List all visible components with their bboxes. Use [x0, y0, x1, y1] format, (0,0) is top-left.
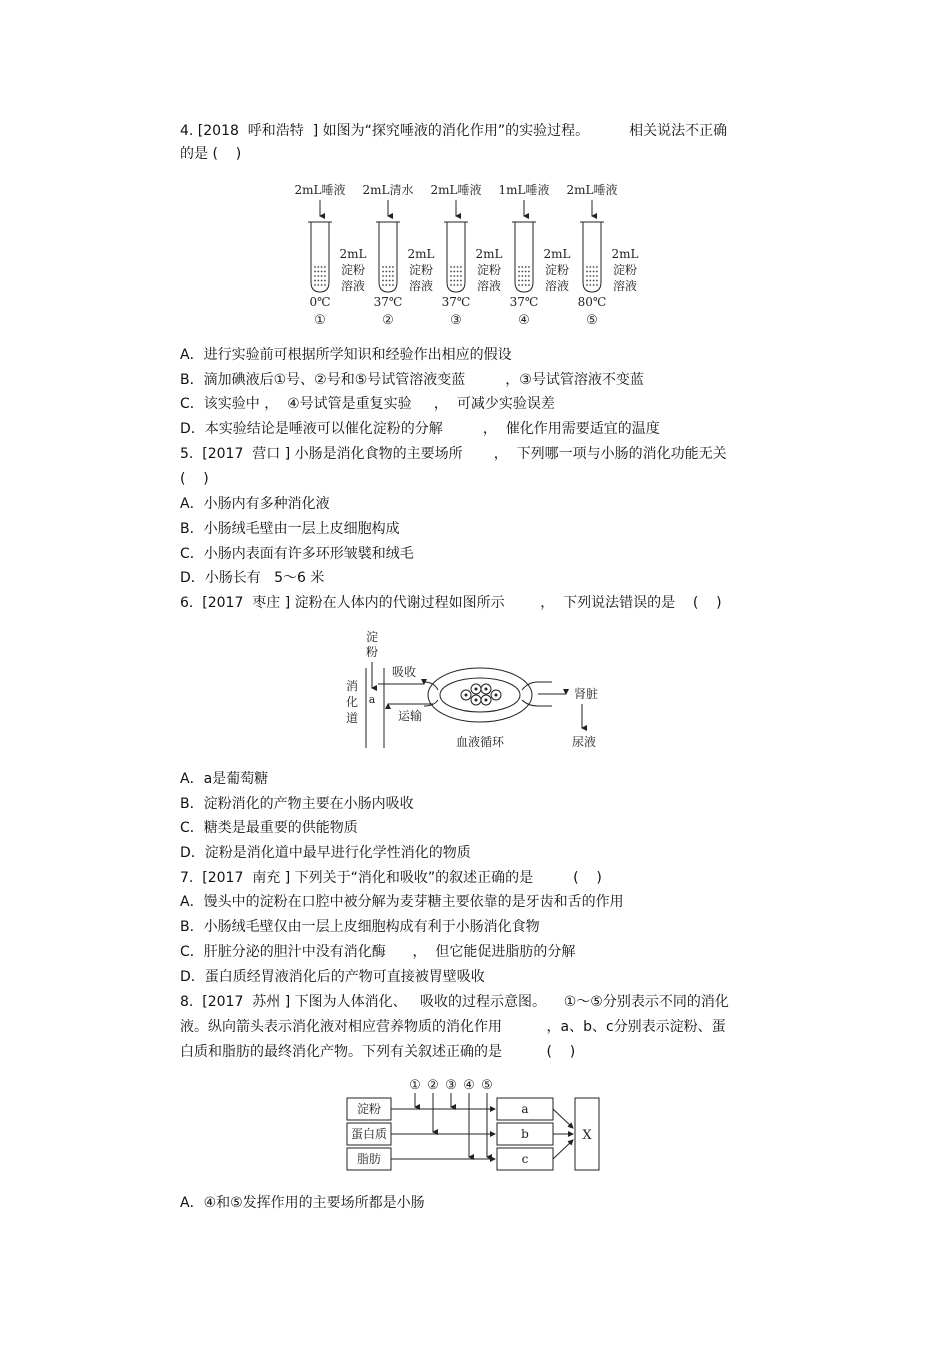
- q5-option-d: D．小肠长有 5～6 米: [180, 570, 325, 586]
- q5-option-a: A．小肠内有多种消化液: [180, 496, 330, 512]
- q4-tube-glass: [583, 222, 601, 292]
- q5-stem-line2: ( ): [180, 471, 209, 487]
- q4-tube-side-label: 2mL: [543, 247, 571, 261]
- q8-x-arrow-1: [553, 1109, 573, 1128]
- q4-tube-side-label: 淀粉: [544, 263, 570, 277]
- q8-juice-num-3: ③: [445, 1078, 457, 1093]
- q6-label-urine: 尿液: [571, 735, 597, 749]
- q4-tube-side-label: 溶液: [612, 279, 638, 293]
- q8-row-starch: 淀粉: [356, 1102, 382, 1116]
- q4-option-b: B．滴加碘液后①号、②号和⑤号试管溶液变蓝 ，③号试管溶液不变蓝: [180, 372, 644, 388]
- q7-option-a: A．馒头中的淀粉在口腔中被分解为麦芽糖主要依靠的是牙齿和舌的作用: [180, 894, 624, 910]
- q6-circulation-outer: [428, 668, 532, 722]
- q4-tube-num: ①: [314, 313, 326, 328]
- q4-tube-temp: 0℃: [309, 295, 331, 309]
- q4-tube-side-label: 2mL: [475, 247, 503, 261]
- q7-option-d: D．蛋白质经胃液消化后的产物可直接被胃壁吸收: [180, 969, 485, 985]
- q4-option-d: D．本实验结论是唾液可以催化淀粉的分解 ， 催化作用需要适宜的温度: [180, 421, 660, 437]
- q8-product-c: c: [521, 1152, 529, 1166]
- q7-stem: 7. [2017 南充 ] 下列关于“消化和吸收”的叙述正确的是 ( ): [180, 870, 602, 886]
- q4-option-c: C．该实验中 ， ④号试管是重复实验 ， 可减少实验误差: [180, 396, 555, 412]
- q4-tube-side-label: 溶液: [544, 279, 570, 293]
- q6-label-absorb: 吸收: [391, 665, 417, 679]
- q4-tube-glass: [447, 222, 465, 292]
- q4-tube-num: ②: [382, 313, 394, 328]
- q7-option-c: C．肝脏分泌的胆汁中没有消化酶 ， 但它能促进脂肪的分解: [180, 944, 576, 960]
- q8-juice-num-4: ④: [463, 1078, 475, 1093]
- q4-tube-glass: [311, 222, 329, 292]
- q4-tube-liquid: [382, 266, 394, 286]
- q4-tube-top-label: 2mL唾液: [430, 183, 482, 197]
- q8-row-fat: 脂肪: [356, 1152, 382, 1166]
- q6-circulation-inner: [440, 678, 520, 712]
- q6-label-circulation: 血液循环: [455, 735, 505, 749]
- q4-tube-glass: [515, 222, 533, 292]
- q4-tube-top-label: 2mL唾液: [294, 183, 346, 197]
- q6-option-b: B．淀粉消化的产物主要在小肠内吸收: [180, 796, 414, 812]
- q8-stem-line1: 8. [2017 苏州 ] 下图为人体消化、 吸收的过程示意图。 ①～⑤分别表示不同的消化: [180, 994, 729, 1010]
- q4-tube-temp: 80℃: [577, 295, 607, 309]
- q4-tube-num: ③: [450, 313, 462, 328]
- q4-tube-glass: [379, 222, 397, 292]
- q4-tube-side-label: 2mL: [611, 247, 639, 261]
- q4-tube-liquid: [518, 266, 530, 286]
- q6-option-d: D．淀粉是消化道中最早进行化学性消化的物质: [180, 845, 471, 861]
- q5-stem-line1: 5. [2017 营口 ] 小肠是消化食物的主要场所 ， 下列哪一项与小肠的消化功能无关: [180, 446, 727, 462]
- q4-tube-temp: 37℃: [441, 295, 471, 309]
- q4-tube-num: ④: [518, 313, 530, 328]
- q6-stem: 6. [2017 枣庄 ] 淀粉在人体内的代谢过程如图所示 ， 下列说法错误的是 ( ): [180, 595, 722, 611]
- q8-juice-num-5: ⑤: [481, 1078, 493, 1093]
- q8-option-a: A．④和⑤发挥作用的主要场所都是小肠: [180, 1195, 425, 1211]
- q8-x-label: X: [582, 1128, 592, 1143]
- q4-tube-3: [431, 182, 503, 328]
- q4-test-tube-figure: [290, 178, 660, 333]
- q6-label-transport: 运输: [397, 709, 423, 723]
- q4-tube-temp: 37℃: [509, 295, 539, 309]
- q6-label-a: a: [368, 693, 376, 706]
- q4-tube-side-label: 2mL: [339, 247, 367, 261]
- q4-tube-1: [295, 182, 367, 328]
- q4-tube-side-label: 淀粉: [408, 263, 434, 277]
- q4-stem-line1: 4. [2018 呼和浩特 ] 如图为“探究唾液的消化作用”的实验过程。 相关说法不正确: [180, 123, 728, 139]
- q4-tube-side-label: 2mL: [407, 247, 435, 261]
- q5-option-b: B．小肠绒毛壁由一层上皮细胞构成: [180, 521, 400, 537]
- q4-tube-side-label: 溶液: [408, 279, 434, 293]
- q7-option-b: B．小肠绒毛壁仅由一层上皮细胞构成有利于小肠消化食物: [180, 919, 540, 935]
- q4-tube-top-label: 1mL唾液: [498, 183, 550, 197]
- q8-stem-line3: 白质和脂肪的最终消化产物。下列有关叙述正确的是 ( ): [180, 1044, 576, 1060]
- q4-tube-top-label: 2mL唾液: [566, 183, 618, 197]
- q8-product-b: b: [521, 1127, 529, 1141]
- q4-tube-top-label: 2mL清水: [362, 183, 414, 197]
- q6-cells: [461, 684, 501, 705]
- q6-label-tract-2: 化: [345, 695, 359, 709]
- q8-juice-num-2: ②: [427, 1078, 439, 1093]
- q4-tube-liquid: [586, 266, 598, 286]
- q4-tube-side-label: 淀粉: [476, 263, 502, 277]
- q8-x-arrow-3: [553, 1140, 573, 1159]
- q8-juice-num-1: ①: [409, 1078, 421, 1093]
- q8-row-protein: 蛋白质: [350, 1127, 388, 1141]
- q4-stem-line2: 的是 ( ): [180, 146, 242, 162]
- q6-option-a: A．a是葡萄糖: [180, 771, 269, 787]
- q4-tube-5: [567, 182, 639, 328]
- q4-tube-side-label: 淀粉: [340, 263, 366, 277]
- q4-tube-liquid: [450, 266, 462, 286]
- q4-tube-2: [363, 182, 435, 328]
- q4-tube-side-label: 溶液: [476, 279, 502, 293]
- q6-option-c: C．糖类是最重要的供能物质: [180, 820, 358, 836]
- q5-option-c: C．小肠内表面有许多环形皱襞和绒毛: [180, 546, 414, 562]
- q6-label-starch-2: 粉: [365, 645, 379, 659]
- q6-metabolism-figure: [338, 628, 618, 756]
- q8-digestion-figure: [345, 1076, 605, 1174]
- q6-label-kidney: 肾脏: [573, 687, 599, 701]
- q6-label-tract-1: 消: [345, 679, 359, 693]
- q4-tube-temp: 37℃: [373, 295, 403, 309]
- q6-label-starch-1: 淀: [365, 630, 379, 644]
- q8-product-a: a: [521, 1102, 529, 1116]
- q4-tube-side-label: 淀粉: [612, 263, 638, 277]
- q8-stem-line2: 液。纵向箭头表示消化液对相应营养物质的消化作用 ，a、b、c分别表示淀粉、蛋: [180, 1019, 726, 1035]
- q4-tube-num: ⑤: [586, 313, 598, 328]
- q4-tube-liquid: [314, 266, 326, 286]
- q6-label-tract-3: 道: [345, 711, 359, 725]
- q4-tube-4: [499, 182, 571, 328]
- q4-option-a: A．进行实验前可根据所学知识和经验作出相应的假设: [180, 347, 512, 363]
- q4-tube-side-label: 溶液: [340, 279, 366, 293]
